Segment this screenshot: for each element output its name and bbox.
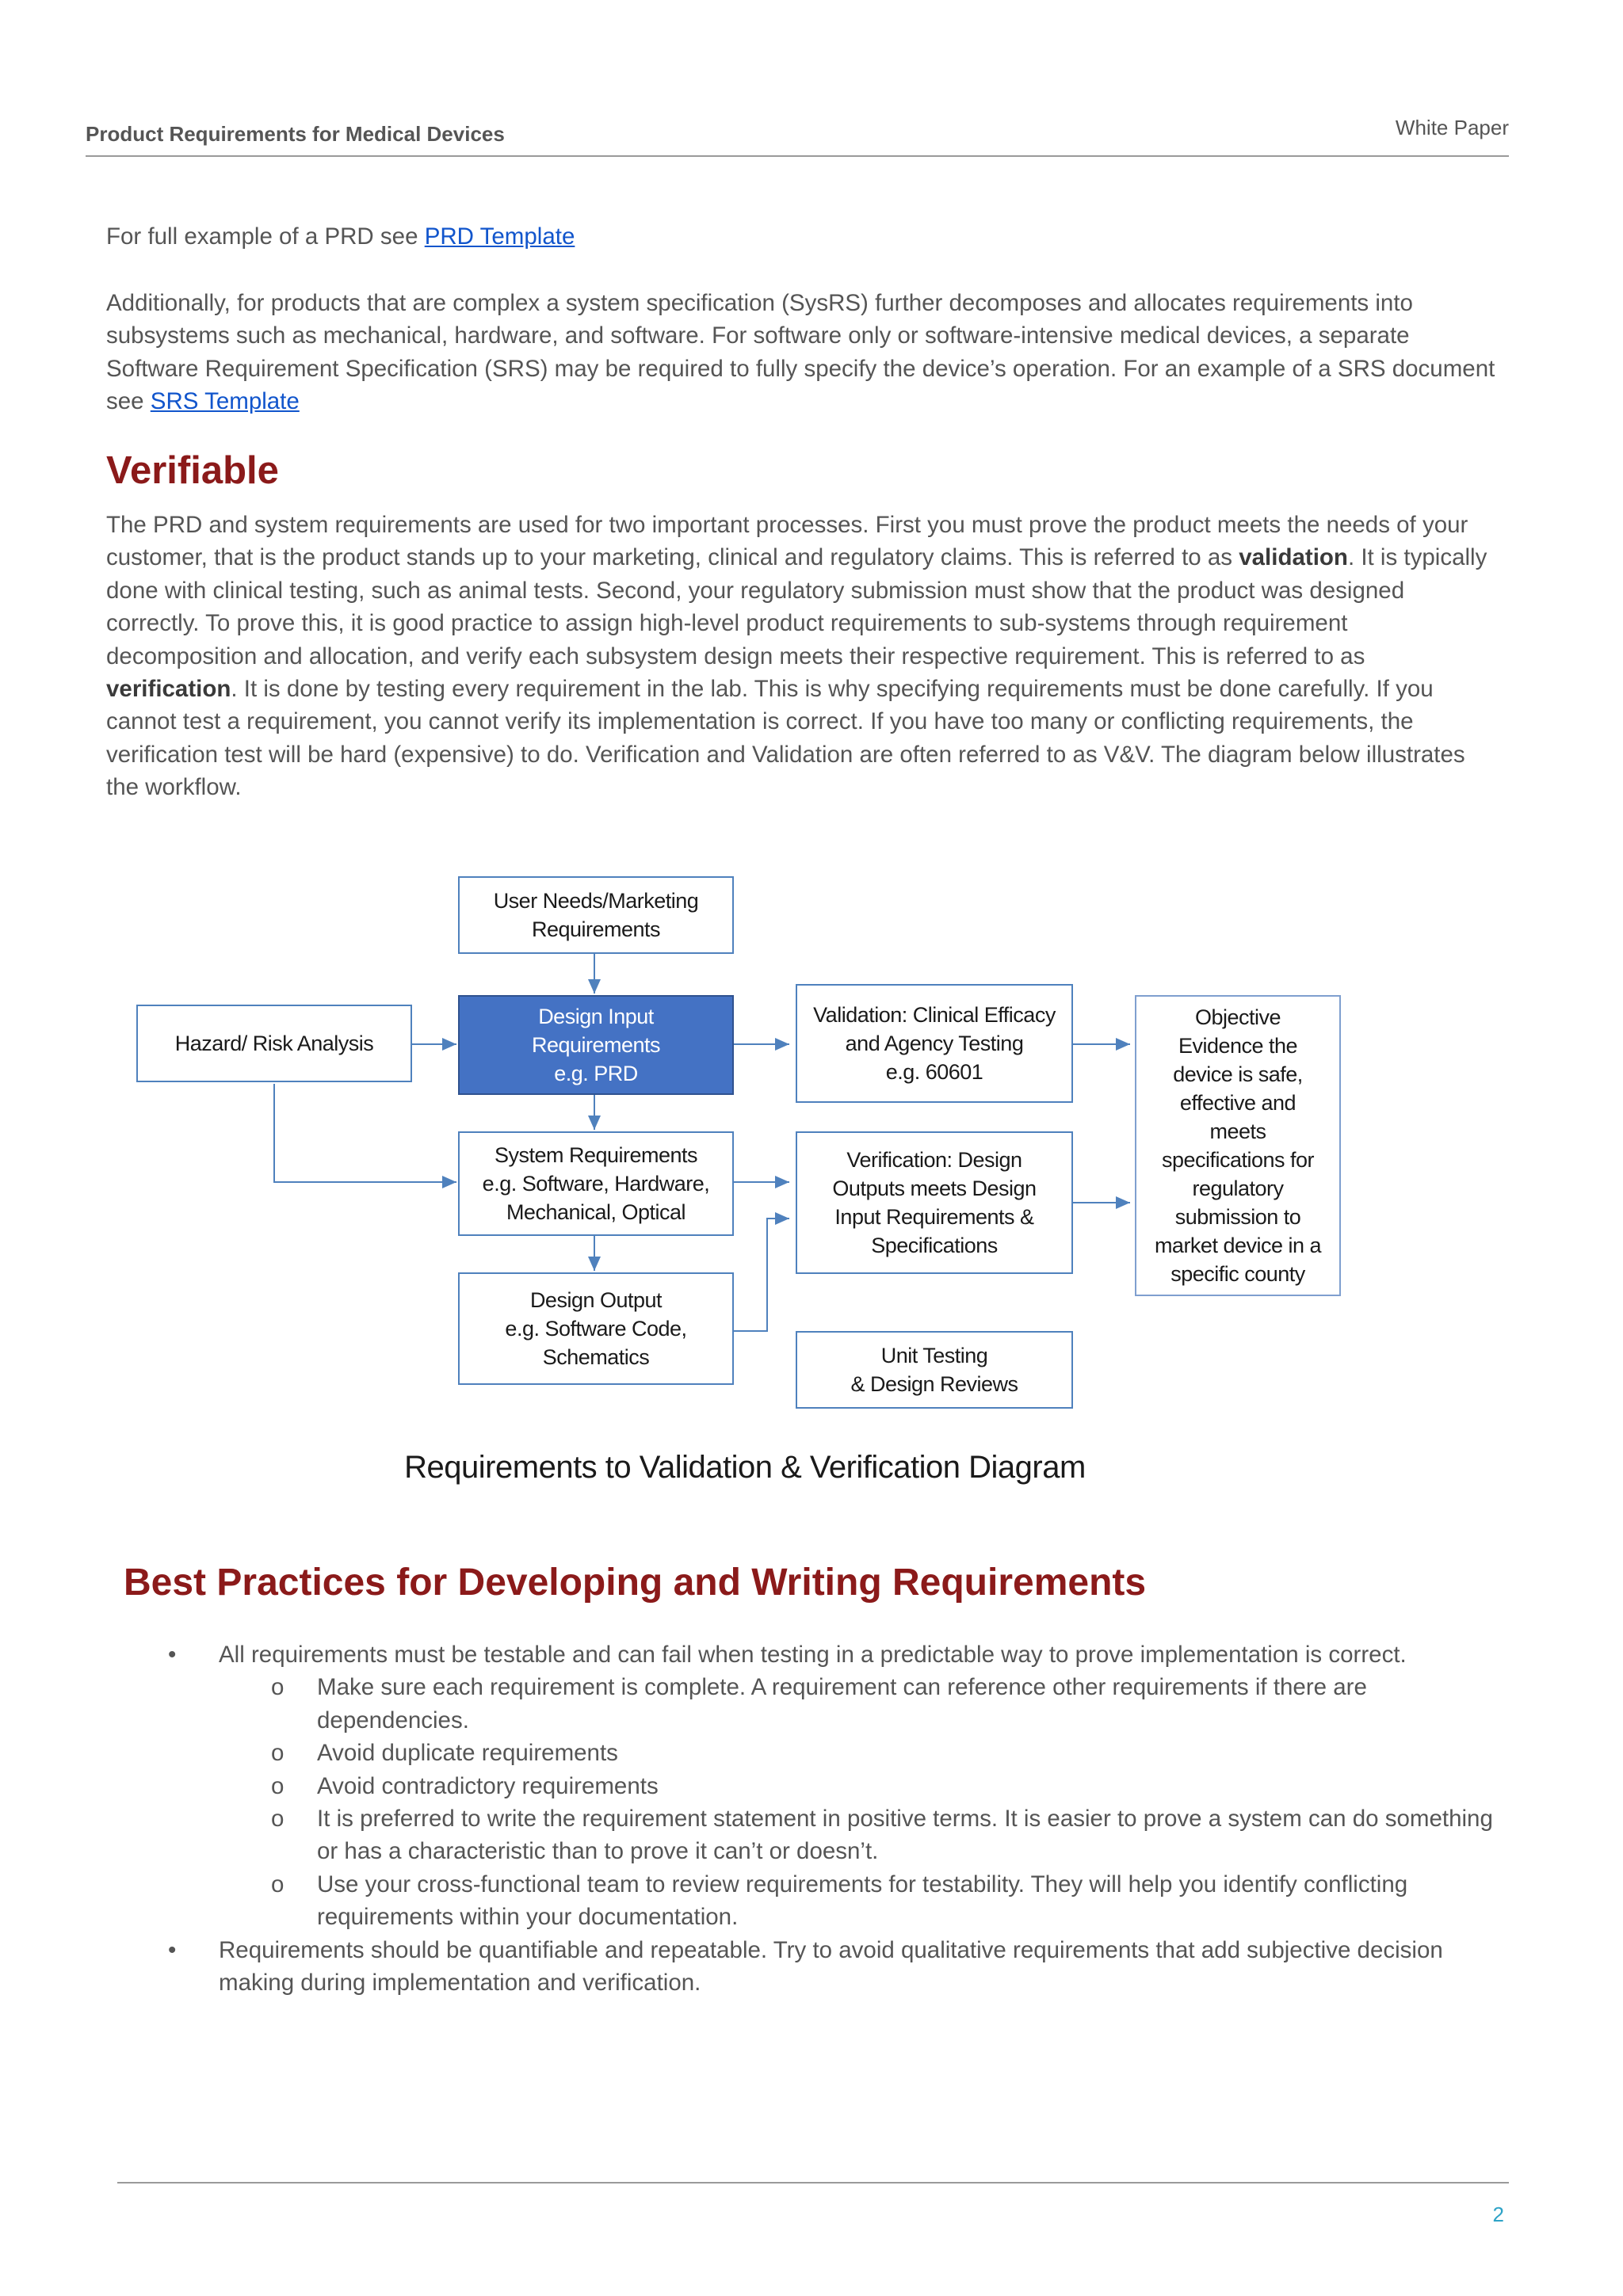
sub-bullet-mark: o: [271, 1674, 285, 1701]
sub-bullet-mark: o: [271, 1871, 285, 1897]
vv-diagram: [127, 864, 1363, 1513]
bullet-mark: •: [168, 1936, 177, 1963]
sysrs-text: Additionally, for products that are complex a system specification (SysRS) further decomposes and allocates requirements into subsystems such as mechanical, hardware, and software. For software only or software-intensive medical devices, a separate Software Requirement Specification (SRS) may be required to fully specify the device’s operation. For an example of a SRS document see: [106, 290, 1495, 415]
unit-testing-box: Unit Testing & Design Reviews: [796, 1331, 1073, 1409]
prd-template-link[interactable]: PRD Template: [424, 223, 575, 250]
footer-divider: [117, 2182, 1509, 2183]
bullet-text: All requirements must be testable and can fail when testing in a predictable way to prove implementation is correct.: [219, 1642, 1407, 1668]
validation-box: Validation: Clinical Efficacy and Agency Testing e.g. 60601: [796, 984, 1073, 1103]
sub-list-item: [106, 1737, 1501, 1769]
header-title: Product Requirements for Medical Devices: [86, 122, 505, 146]
best-practices-list: [106, 1638, 1501, 1999]
verification-box: Verification: Design Outputs meets Design Input Requirements & Specifications: [796, 1131, 1073, 1274]
srs-template-link[interactable]: SRS Template: [150, 388, 300, 415]
validation-term: validation: [1239, 544, 1348, 571]
design-output-box: Design Output e.g. Software Code, Schematics: [458, 1272, 734, 1385]
verifiable-text-3: . It is done by testing every requirement in the lab. This is why specifying requirements must be done carefully. If you cannot test a requirement, you cannot verify its implementation is correct. If you have too many or conflicting requirements, the verification test will be hard (expensive) to do. Verification and Validation are often referred to as V&V. The diagram below illustrates the workflow.: [106, 676, 1465, 801]
verifiable-paragraph: [106, 509, 1501, 804]
prd-template-prefix: For full example of a PRD see: [106, 223, 425, 250]
user-needs-box: User Needs/Marketing Requirements: [458, 876, 734, 954]
list-item: [106, 1934, 1501, 2000]
objective-evidence-box: Objective Evidence the device is safe, effective and meets specifications for regulatory submission to market device in a specific county: [1135, 995, 1341, 1296]
verifiable-heading: Verifiable: [106, 449, 279, 492]
system-requirements-box: System Requirements e.g. Software, Hardware, Mechanical, Optical: [458, 1131, 734, 1236]
bullet-mark: •: [168, 1642, 177, 1668]
sub-bullet-text: Avoid duplicate requirements: [317, 1740, 618, 1767]
verification-term: verification: [106, 676, 231, 703]
arrow-hazard-systemreq: [274, 1084, 456, 1182]
sub-list-item: [106, 1770, 1501, 1802]
sub-bullet-mark: o: [271, 1772, 285, 1799]
sub-bullet-text: Avoid contradictory requirements: [317, 1772, 659, 1799]
design-input-box: Design Input Requirements e.g. PRD: [458, 995, 734, 1095]
hazard-risk-box: Hazard/ Risk Analysis: [136, 1005, 412, 1082]
sub-list-item: [106, 1868, 1501, 1934]
page-number: 2: [1492, 2203, 1504, 2226]
header-doc-type: White Paper: [1395, 116, 1509, 139]
sub-bullet-text: Make sure each requirement is complete. A requirement can reference other requirements if there are dependencies.: [317, 1674, 1367, 1733]
list-item: [106, 1638, 1501, 1671]
sub-bullet-text: It is preferred to write the requirement statement in positive terms. It is easier to prove a system can do something or has a characteristic than to prove it can’t or doesn’t.: [317, 1806, 1493, 1865]
arrow-designoutput-verification: [732, 1219, 789, 1331]
verifiable-text-1: The PRD and system requirements are used for two important processes. First you must prove the product meets the needs of your customer, that is the product stands up to your marketing, clinical and regulatory claims. This is referred to as: [106, 512, 1468, 571]
best-practices-heading: Best Practices for Developing and Writing Requirements: [124, 1562, 1147, 1604]
sub-bullet-text: Use your cross-functional team to review requirements for testability. They will help you identify conflicting requirements within your documentation.: [317, 1871, 1408, 1931]
verifiable-text-2: . It is typically done with clinical testing, such as animal tests. Second, your regulatory submission must show that the product was designed correctly. To prove this, it is good practice to assign high-level product requirements to sub-systems through requirement decomposition and allocation, and verify each subsystem design meets their respective requirement. This is referred to as: [106, 544, 1487, 669]
header-divider: [86, 155, 1509, 157]
sysrs-paragraph: [106, 287, 1501, 418]
prd-template-paragraph: [106, 220, 1501, 253]
sub-bullet-mark: o: [271, 1740, 285, 1767]
sub-list-item: [106, 1802, 1501, 1868]
sub-list-item: [106, 1671, 1501, 1737]
bullet-text: Requirements should be quantifiable and repeatable. Try to avoid qualitative requirements that add subjective decision making during implementation and verification.: [219, 1936, 1443, 1997]
diagram-caption: Requirements to Validation & Verification Diagram: [404, 1450, 1086, 1485]
sub-bullet-mark: o: [271, 1806, 285, 1833]
